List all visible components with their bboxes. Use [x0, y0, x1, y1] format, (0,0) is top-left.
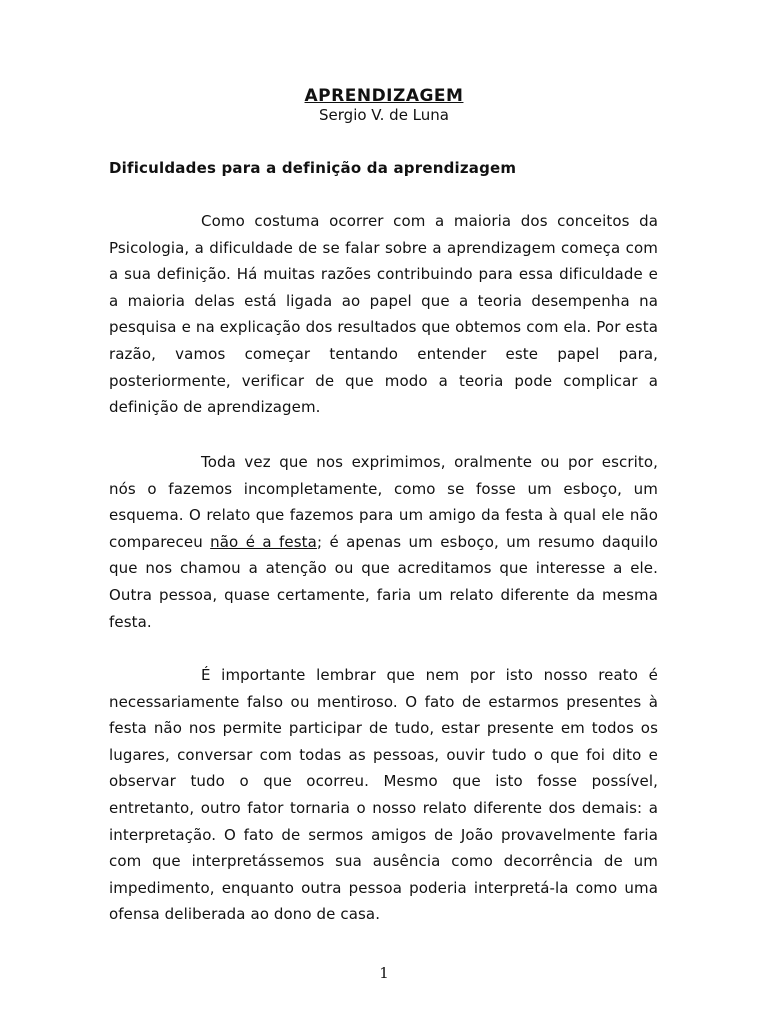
paragraph-2-text-after: ; é apenas um esboço, um resumo daquilo que nos chamou a atenção ou que acreditamos que interesse a ele. Outra pessoa, quase certamente, faria um relato diferente da mesma festa. — [109, 532, 658, 631]
paragraph-3: É importante lembrar que nem por isto nosso reato é necessariamente falso ou mentiroso. O fato de estarmos presentes à festa não nos permite participar de tudo, estar presente em todos os lugares, conversar com todas as pessoas, ouvir tudo o que foi dito e observar tudo o que ocorreu. Mesmo que isto fosse possível, entretanto, outro fator tornaria o nosso relato diferente dos demais: a interpretação. O fato de sermos amigos de João provavelmente faria com que interpretássemos sua ausência como decorrência de um impedimento, enquanto outra pessoa poderia interpretá-la como uma ofensa deliberada ao dono de casa. — [109, 666, 658, 924]
section-heading: Dificuldades para a definição da aprendizagem — [109, 159, 517, 177]
document-title: APRENDIZAGEM — [304, 86, 464, 106]
page-number: 1 — [379, 964, 389, 982]
document-author: Sergio V. de Luna — [319, 106, 449, 124]
paragraph-2-text-before: Toda vez que nos exprimimos, oralmente ou por escrito, nós o fazemos incompletamente, como se fosse um esboço, um esquema. O relato que fazemos para um amigo da festa à qual ele não compareceu — [109, 453, 658, 551]
paragraph-2 — [109, 449, 658, 635]
paragraph-1: Como costuma ocorrer com a maioria dos conceitos da Psicologia, a dificuldade de se falar sobre a aprendizagem começa com a sua definição. Há muitas razões contribuindo para essa dificuldade e a maioria delas está ligada ao papel que a teoria desempenha na pesquisa e na explicação dos resultados que obtemos com ela. Por esta razão, vamos começar tentando entender este papel para, posteriormente, verificar de que modo a teoria pode complicar a definição de aprendizagem. — [109, 212, 658, 417]
paragraph-2-underlined-phrase: não é a festa — [210, 532, 317, 551]
